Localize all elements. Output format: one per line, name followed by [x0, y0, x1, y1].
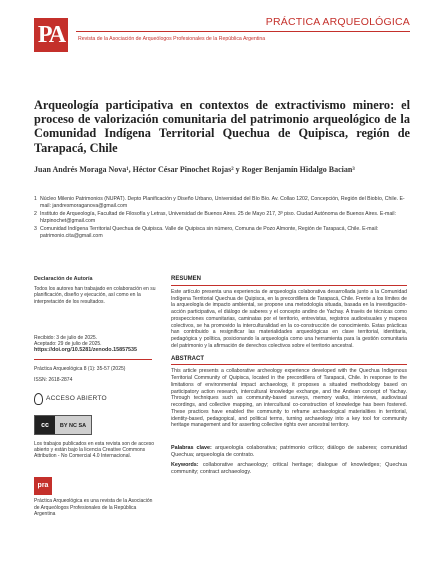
affiliation-number: 3	[34, 226, 37, 232]
open-access-label: ACCESO ABIERTO	[46, 394, 107, 402]
resumen-heading: RESUMEN	[171, 276, 202, 282]
abstract-rule	[171, 364, 407, 365]
affiliation-number: 2	[34, 211, 37, 217]
affiliation-text: Núcleo Milenio Patrimonios (NUPAT). Depto Planificación y Diseño Urbano, Universidad del Bío Bío. Av. Collao 1202, Concepción, Región del Biobío, Chile. E-mail: jandresmoraganova@gmail.com	[40, 196, 405, 209]
keywords-text: collaborative archaeology; critical heritage; dialogue of knowledges; Quechua community; contract archaeology.	[171, 462, 408, 475]
journal-logo: PA	[34, 18, 68, 52]
resumen-text: Este artículo presenta una experiencia de arqueología colaborativa desarrollada junto a la Comunidad Indígena Territorial Quechua de Quipisca, en la precordillera de Tarapacá, Chile. Frente a los límites de la arqueología de impacto ambiental, se propone una metodología situada, basada en la investigación-acción participativa, el diálogo de saberes y el concepto andino de Yachay. A través de técnicas como prospecciones comunitarias, caminatas por el territorio, entrevistas, registros audiovisuales y mapeos colectivos, se ha promovido la interculturalidad en la co-construcción de conocimiento. Estas prácticas han contribuido a resignificar las materialidades arqueológicas en clave territorial, identitaria, pedagógica y política, posicionando la arqueología como una herramienta para la gestión comunitaria del patrimonio y la afirmación de derechos colectivos sobre el territorio ancestral.	[171, 288, 407, 349]
doi-link[interactable]: https://doi.org/10.5281/zenodo.15857535	[34, 347, 138, 354]
resumen-rule	[171, 285, 407, 286]
creative-commons-badge[interactable]	[34, 415, 92, 435]
license-text: Los trabajos publicados en esta revista son de acceso abierto y están bajo la licencia Creative Commons Attribution - No Comercial 4.0 Internacional.	[34, 440, 155, 460]
open-access-badge	[34, 393, 158, 405]
open-lock-icon	[34, 393, 43, 405]
abstracts	[171, 276, 407, 476]
journal-name: PRÁCTICA ARQUEOLÓGICA	[265, 16, 410, 28]
header-rule	[76, 31, 410, 32]
affiliation-number: 1	[34, 196, 37, 202]
citation: Práctica Arqueológica 8 (1): 35-57 (2025)	[34, 366, 126, 373]
authorship-heading: Declaración de Autoría	[34, 276, 93, 282]
sidebar-divider	[34, 359, 152, 360]
article-title: Arqueología participativa en contextos de extractivismo minero: el proceso de valorización comunitaria del patrimonio arqueológico de la Comunidad Indígena Territorial Quechua de Quipisca, región de Tarapacá, Chile	[34, 98, 410, 155]
authorship-statement: Todos los autores han trabajado en colaboración en su planificación, diseño y ejecución, así como en la interpretación de los resultados.	[34, 286, 156, 305]
received-date: Recibido: 3 de julio de 2025.	[34, 334, 98, 341]
issn: ISSN: 2618-2874	[34, 376, 73, 383]
accepted-date: Aceptado: 29 de julio de 2025.	[34, 341, 102, 348]
palabras-clave-label: Palabras clave:	[171, 445, 212, 451]
affiliation-1	[34, 196, 410, 209]
affiliation-3	[34, 226, 410, 239]
affiliation-text: Comunidad Indígena Territorial Quechua de Quipisca. Valle de Quipisca sin número, Comuna de Pozo Almonte, Región de Tarapacá, Chile. E-mail: patrimonio.cita@gmail.com	[40, 226, 379, 239]
journal-subtitle: Revista de la Asociación de Arqueólogos Profesionales de la República Argentina	[78, 36, 266, 42]
palabras-clave-text: arqueología colaborativa; patrimonio crítico; diálogo de saberes; comunidad Quechua; arqueología de contrato.	[171, 445, 408, 458]
keywords-label: Keywords:	[171, 462, 199, 468]
article-sidebar	[34, 276, 158, 517]
cc-icon: cc	[35, 416, 55, 434]
affiliation-2	[34, 211, 410, 224]
affiliation-text: Instituto de Arqueología, Facultad de Filosofía y Letras, Universidad de Buenos Aires. 25 de Mayo 217, 3º piso. Ciudad Autónoma de Buenos Aires. E-mail: hlzpinochet@gmail.com	[40, 211, 397, 224]
article-authors: Juan Andrés Moraga Nova¹, Héctor César Pinochet Rojas² y Roger Benjamín Hidalgo Bacian³	[34, 165, 355, 174]
abstract-text: This article presents a collaborative archeology experience developed with the Quechua Indigenous Territorial Community of Quipisca, located in the precordillera of Tarapacá, Chile. In response to the limitations of environmental impact archaeology, it proposes a situated methodology based on participatory action research, intercultural knowledge exchange, and the Andean concept of Yachay. Through techniques such as community-based surveys, memory walks, interviews, audiovisual recordings, and collective mapping, an intercultural co-construction of knowledge has been fostered. These practices have enabled the community to reframe archaeological materialities in territorial, identity-based, pedagogical, and political terms, turning archaeology into a key tool for community heritage management and for asserting collective rights over ancestral territory.	[171, 368, 407, 429]
association-logo: pra	[34, 477, 52, 495]
palabras-clave	[171, 445, 407, 459]
cc-license-icons: BY NC SA	[55, 416, 91, 434]
keywords	[171, 462, 407, 476]
abstract-heading: ABSTRACT	[171, 355, 204, 362]
association-text: Práctica Arqueológica es una revista de la Asociación de Arqueólogos Profesionales de la República Argentina	[34, 498, 153, 517]
